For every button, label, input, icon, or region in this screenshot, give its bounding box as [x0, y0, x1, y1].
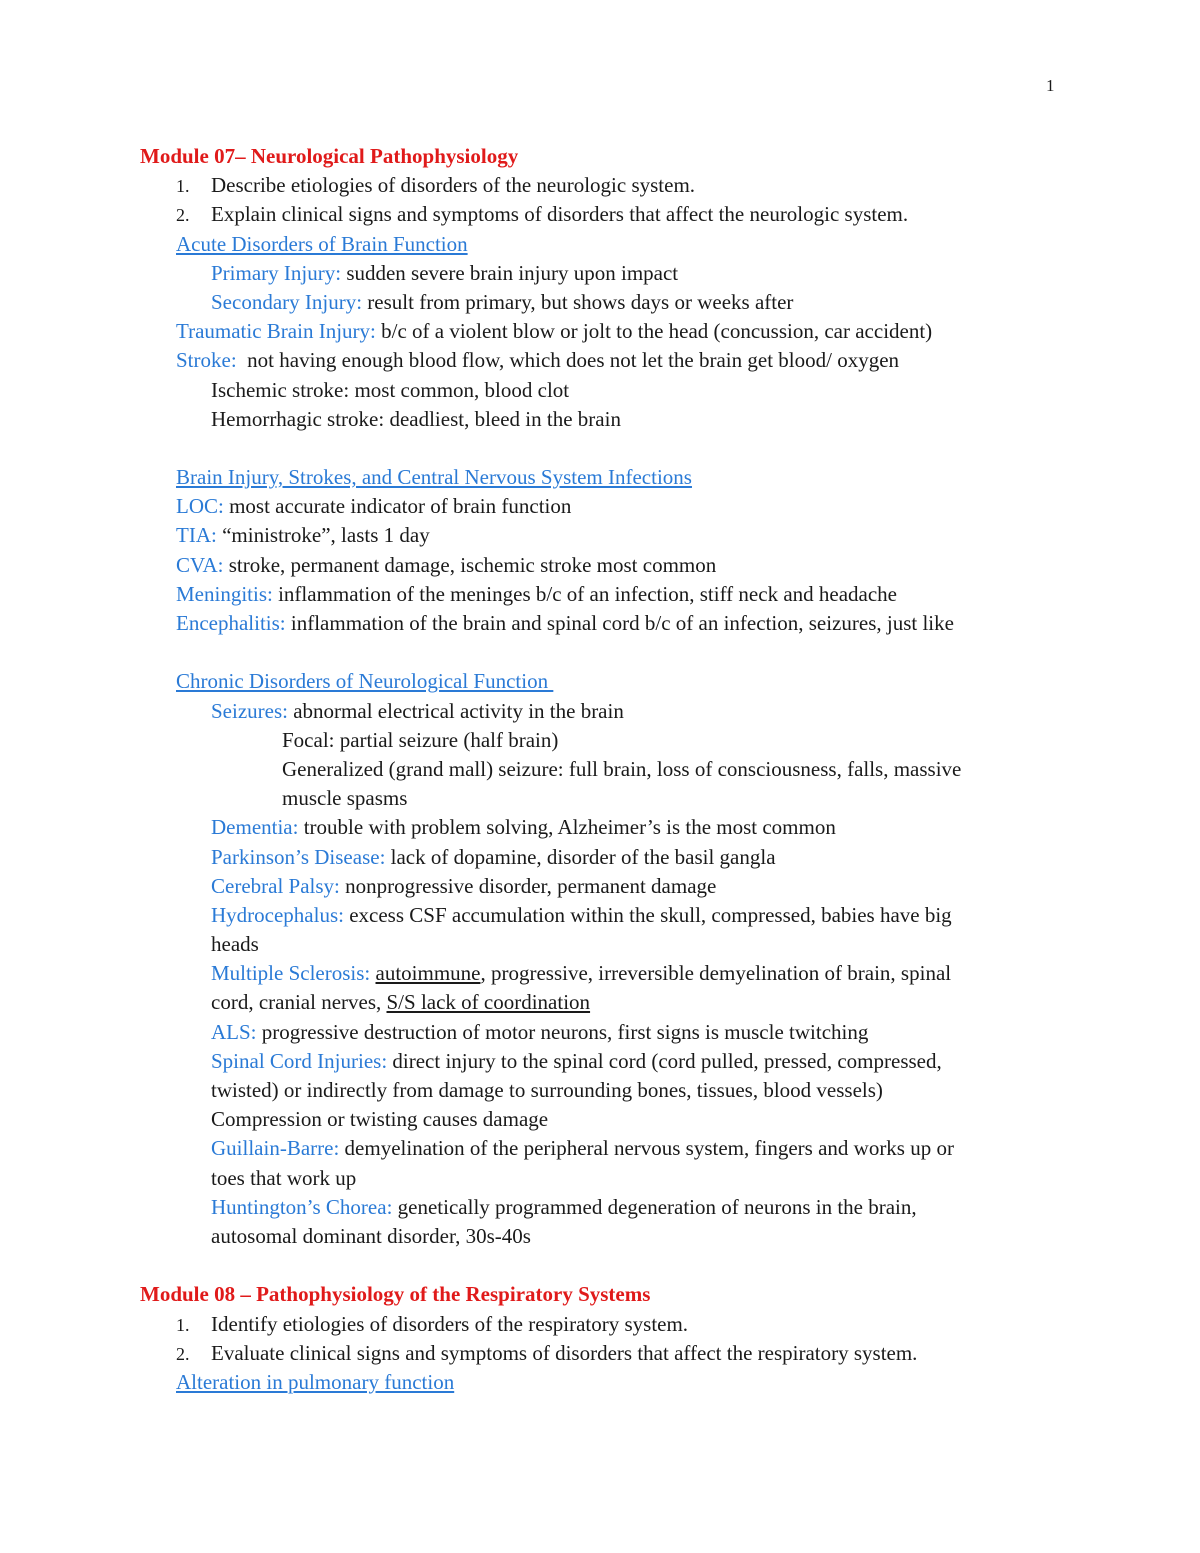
primary-injury-term: Primary Injury: [211, 260, 342, 285]
tia-line [140, 521, 1060, 550]
objective-text: Describe etiologies of disorders of the neurologic system. [211, 173, 696, 198]
hydrocephalus-line-2: heads [211, 932, 259, 957]
objective-number: 1. [176, 1314, 190, 1335]
huntingtons-term: Huntington’s Chorea: [211, 1194, 393, 1219]
module08-objective-1 [140, 1310, 1060, 1339]
meningitis-term: Meningitis: [176, 581, 273, 606]
seizures-term: Seizures: [211, 698, 288, 723]
meningitis-line [140, 580, 1060, 609]
hydrocephalus-line-1 [140, 901, 1060, 930]
objective-number: 2. [176, 205, 190, 226]
secondary-injury-term: Secondary Injury: [211, 289, 363, 314]
parkinsons-desc: lack of dopamine, disorder of the basil gangla [385, 844, 776, 869]
objective-number: 1. [176, 176, 190, 197]
module07-title: Module 07– Neurological Pathophysiology [140, 144, 519, 168]
module07-objective-2 [140, 200, 1060, 229]
als-line [140, 1018, 1060, 1047]
parkinsons-term: Parkinson’s Disease: [211, 844, 386, 869]
spacer [140, 434, 1060, 463]
primary-injury-line [140, 259, 1060, 288]
pulmonary-heading: Alteration in pulmonary function [176, 1369, 455, 1394]
objective-number: 2. [176, 1343, 190, 1364]
chronic-disorders-heading: Chronic Disorders of Neurological Function [176, 669, 554, 694]
parkinsons-line [140, 843, 1060, 872]
dementia-desc: trouble with problem solving, Alzheimer’s is the most common [298, 815, 836, 840]
seizures-desc: abnormal electrical activity in the brain [287, 698, 624, 723]
module08-title: Module 08 – Pathophysiology of the Respiratory Systems [140, 1282, 651, 1307]
module07-section [140, 142, 1060, 171]
seizures-line [140, 697, 1060, 726]
sci-term: Spinal Cord Injuries: [211, 1048, 388, 1073]
loc-desc: most accurate indicator of brain function [223, 494, 572, 519]
loc-line [140, 492, 1060, 521]
als-term: ALS: [211, 1019, 257, 1044]
focal-seizure-line: Focal: partial seizure (half brain) [282, 727, 559, 752]
guillain-barre-line-1 [140, 1134, 1060, 1163]
encephalitis-desc: inflammation of the brain and spinal cord b/c of an infection, seizures, just like [285, 611, 954, 635]
huntingtons-line-2: autosomal dominant disorder, 30s-40s [211, 1223, 531, 1248]
tbi-desc: b/c of a violent blow or jolt to the head (concussion, car accident) [375, 319, 933, 344]
brain-injury-heading: Brain Injury, Strokes, and Central Nervous System Infections [176, 465, 692, 490]
tbi-line [140, 317, 1060, 346]
secondary-injury-line [140, 288, 1060, 317]
sci-desc: direct injury to the spinal cord (cord pulled, pressed, compressed, [387, 1048, 942, 1073]
generalized-seizure-line-1: Generalized (grand mall) seizure: full brain, loss of consciousness, falls, massive [282, 756, 962, 781]
ms-line-1 [140, 959, 1060, 988]
document-body [140, 142, 1060, 1397]
stroke-desc: not having enough blood flow, which does not let the brain get blood/ oxygen [236, 348, 900, 373]
objective-text: Identify etiologies of disorders of the respiratory system. [211, 1311, 689, 1336]
page-number: 1 [1046, 76, 1055, 95]
objective-text: Evaluate clinical signs and symptoms of disorders that affect the respiratory system. [211, 1340, 918, 1365]
dementia-line [140, 813, 1060, 842]
cerebral-palsy-line [140, 872, 1060, 901]
acute-disorders-heading: Acute Disorders of Brain Function [176, 231, 468, 256]
ms-desc: , progressive, irreversible demyelination of brain, spinal [480, 961, 952, 986]
huntingtons-line-1 [140, 1193, 1060, 1222]
spacer [140, 638, 1060, 667]
guillain-barre-term: Guillain-Barre: [211, 1136, 340, 1161]
acute-disorders-heading-line [140, 230, 1060, 259]
ms-desc-cont: cord, cranial nerves, [211, 990, 387, 1015]
pulmonary-heading-line [140, 1368, 1060, 1397]
cerebral-palsy-desc: nonprogressive disorder, permanent damage [339, 873, 717, 898]
encephalitis-term: Encephalitis: [176, 611, 286, 635]
ms-line-2 [140, 988, 1060, 1017]
cva-term: CVA: [176, 552, 224, 577]
cva-line [140, 551, 1060, 580]
objective-text: Explain clinical signs and symptoms of disorders that affect the neurologic system. [211, 202, 909, 227]
ms-signs: S/S lack of coordination [386, 990, 591, 1015]
module07-objective-1 [140, 171, 1060, 200]
primary-injury-desc: sudden severe brain injury upon impact [341, 260, 679, 285]
hemorrhagic-stroke-line: Hemorrhagic stroke: deadliest, bleed in the brain [211, 406, 621, 431]
guillain-barre-desc: demyelination of the peripheral nervous system, fingers and works up or [339, 1136, 954, 1161]
als-desc: progressive destruction of motor neurons, first signs is muscle twitching [256, 1019, 869, 1044]
stroke-line [140, 346, 1060, 375]
cva-desc: stroke, permanent damage, ischemic stroke most common [223, 552, 717, 577]
dementia-term: Dementia: [211, 815, 299, 840]
chronic-disorders-heading-line [140, 667, 1060, 696]
hydrocephalus-desc: excess CSF accumulation within the skull, compressed, babies have big [343, 902, 952, 927]
secondary-injury-desc: result from primary, but shows days or weeks after [362, 289, 794, 314]
tbi-term: Traumatic Brain Injury: [176, 319, 376, 344]
encephalitis-line [140, 609, 1060, 638]
ischemic-stroke-line: Ischemic stroke: most common, blood clot [211, 377, 570, 402]
loc-term: LOC: [176, 494, 224, 519]
meningitis-desc: inflammation of the meninges b/c of an infection, stiff neck and headache [272, 581, 897, 606]
tia-desc: “ministroke”, lasts 1 day [216, 523, 430, 548]
hydrocephalus-term: Hydrocephalus: [211, 902, 344, 927]
generalized-seizure-line-2: muscle spasms [282, 786, 408, 811]
module08-section [140, 1280, 1060, 1309]
spacer [140, 1251, 1060, 1280]
sci-line-2: twisted) or indirectly from damage to surrounding bones, tissues, blood vessels) [211, 1078, 883, 1102]
tia-term: TIA: [176, 523, 217, 548]
ms-term: Multiple Sclerosis: [211, 961, 371, 986]
cerebral-palsy-term: Cerebral Palsy: [211, 873, 340, 898]
stroke-term: Stroke: [176, 348, 237, 373]
brain-injury-heading-line [140, 463, 1060, 492]
sci-line-3: Compression or twisting causes damage [211, 1107, 549, 1132]
sci-line-1 [140, 1047, 1060, 1076]
guillain-barre-line-2: toes that work up [211, 1165, 357, 1190]
module08-objective-2 [140, 1339, 1060, 1368]
huntingtons-desc: genetically programmed degeneration of neurons in the brain, [392, 1194, 917, 1219]
ms-autoimmune: autoimmune [375, 961, 481, 986]
